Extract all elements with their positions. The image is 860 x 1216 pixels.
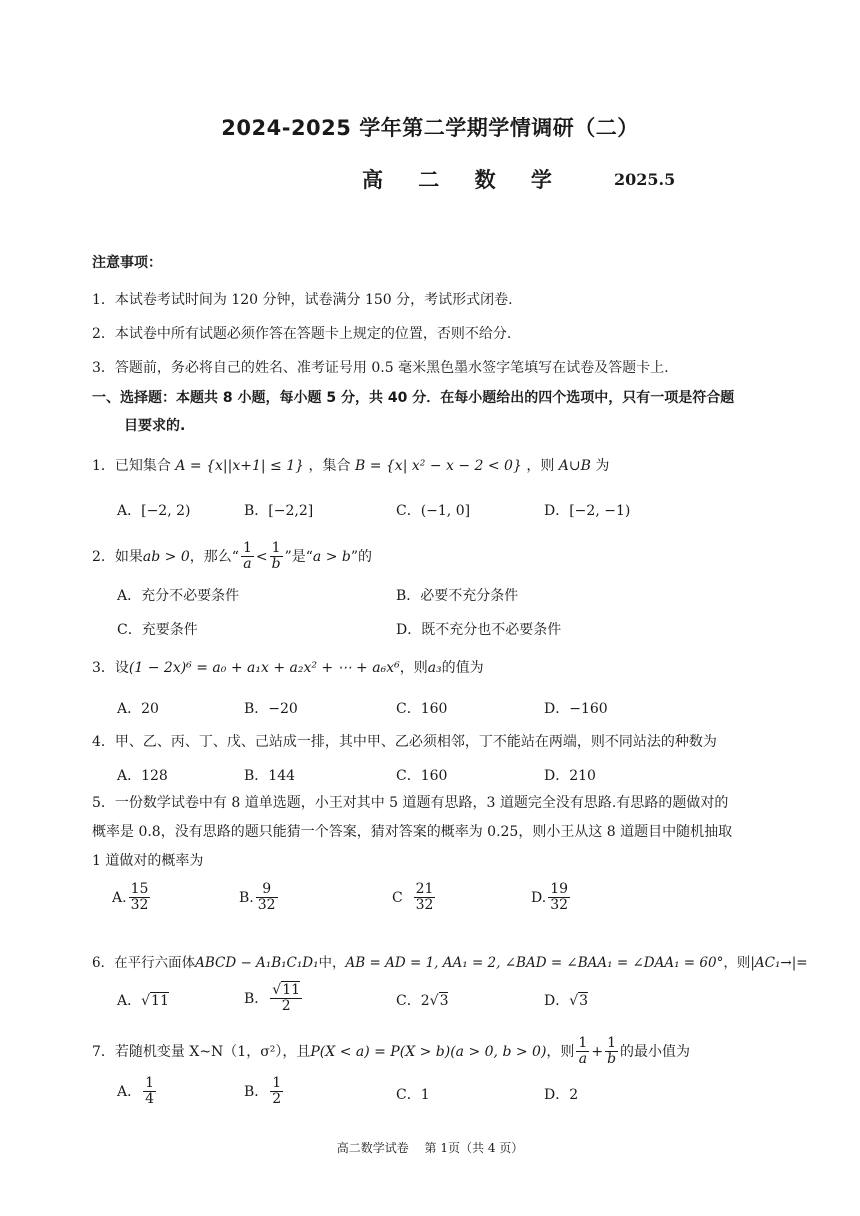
q2-option-b: B．必要不充分条件 (396, 588, 519, 604)
q7-text-1: 7．若随机变量 X~N（1，σ²），且 (92, 1043, 311, 1060)
q6-solid: ABCD − A₁B₁C₁D₁ (195, 955, 319, 971)
q3-option-d: D．−160 (544, 701, 608, 717)
q1-set-b: B = {x| x² − x − 2 < 0} (354, 458, 522, 474)
q5-option-c: C $\frac{21}{32}$ (392, 881, 434, 914)
q7-frac-2: $\frac{1}{b}$ (607, 1035, 617, 1068)
q2-option-a: A．充分不必要条件 (117, 588, 240, 604)
exam-date: 2025.5 (614, 170, 676, 189)
q7-option-d: D．2 (544, 1087, 579, 1103)
q1-expr: A∪B (558, 458, 591, 474)
q1-option-a: A．[−2, 2) (117, 503, 191, 519)
exam-subject: 高 二 数 学 (362, 168, 566, 192)
q3-option-c: C．160 (396, 701, 448, 717)
q1-option-c: C．(−1, 0] (396, 503, 471, 519)
section-heading (92, 384, 792, 440)
section-heading-line1: 一、选择题：本题共 8 小题，每小题 5 分，共 40 分．在每小题给出的四个选项中，只有一项是符合题 (92, 390, 735, 406)
q6-target: |AC₁→|= (750, 955, 808, 971)
page-footer: 高二数学试卷 第 1页（共 4 页） (336, 1141, 524, 1155)
q2-frac-1: $\frac{1}{a}$ (242, 540, 252, 573)
q2-cond2: a > b (312, 548, 351, 565)
q6-option-b: B． $\frac{√11}{2}$ (244, 982, 301, 1015)
q6-option-c: C．2√3 (396, 993, 449, 1009)
q1-text-1: 1．已知集合 (92, 458, 171, 474)
q2-text-2: ，那么“ (189, 548, 239, 565)
q7-text-3: 的最小值为 (620, 1043, 691, 1060)
q4-option-a: A．128 (117, 768, 168, 784)
q6-option-a: A．√11 (117, 993, 169, 1009)
q7-cond: P(X < a) = P(X > b)(a > 0, b > 0) (310, 1043, 547, 1060)
q6-option-d: D．√3 (544, 993, 589, 1009)
q1-set-a: A = {x||x+1| ≤ 1} (175, 458, 305, 474)
notice-item-2: 2．本试卷中所有试题必须作答在答题卡上规定的位置，否则不给分. (92, 326, 512, 342)
section-heading-line2: 目要求的. (124, 418, 186, 434)
q7-frac-1: $\frac{1}{a}$ (578, 1035, 588, 1068)
q1-option-b: B．[−2,2] (244, 503, 314, 519)
q6-text-3: ，则 (723, 955, 751, 971)
notice-item-3: 3．答题前，务必将自己的姓名、准考证号用 0.5 毫米黑色墨水签字笔填写在试卷及答题卡上. (92, 360, 669, 376)
question-2 (92, 541, 372, 573)
question-3 (92, 657, 484, 677)
q4-option-b: B．144 (244, 768, 296, 784)
q3-text-1: 3．设 (92, 660, 129, 676)
q2-text-4: ”的 (350, 548, 373, 565)
question-7 (92, 1036, 690, 1068)
question-4: 4．甲、乙、丙、丁、戊、己站成一排，其中甲、乙必须相邻，丁不能站在两端，则不同站法的种数为 (92, 734, 717, 750)
q2-text-1: 2．如果 (92, 548, 143, 565)
q2-lt: < (255, 548, 268, 565)
question-6 (92, 951, 808, 971)
question-5-line1: 5．一份数学试卷中有 8 道单选题，小王对其中 5 道题有思路，3 道题完全没有思路.有思路的题做对的 (92, 795, 729, 811)
q4-option-d: D．210 (544, 768, 596, 784)
q1-text-4: 为 (595, 458, 610, 474)
q7-option-b: B． $\frac{1}{2}$ (244, 1075, 282, 1108)
q6-text-2: 中， (318, 955, 346, 971)
q2-option-d: D．既不充分也不必要条件 (396, 622, 562, 638)
q5-option-d: D. $\frac{19}{32}$ (531, 881, 569, 914)
q3-target: a₃ (427, 660, 442, 676)
q2-frac-2: $\frac{1}{b}$ (271, 540, 281, 573)
q6-cond: AB = AD = 1, AA₁ = 2, ∠BAD = ∠BAA₁ = ∠DAA₁ = 60° (345, 955, 724, 971)
notice-label: 注意事项： (92, 255, 162, 271)
q6-text-1: 6．在平行六面体 (92, 955, 196, 971)
q7-option-c: C．1 (396, 1087, 430, 1103)
question-5-line3: 1 道做对的概率为 (92, 853, 204, 869)
q2-text-3: ”是“ (284, 548, 313, 565)
notice-item-1: 1．本试卷考试时间为 120 分钟，试卷满分 150 分，考试形式闭卷. (92, 292, 513, 308)
q3-text-3: 的值为 (441, 660, 484, 676)
q1-text-3: ，则 (526, 458, 555, 474)
q3-text-2: ，则 (399, 660, 428, 676)
q2-cond: ab > 0 (142, 548, 190, 565)
q7-text-2: ，则 (546, 1043, 575, 1060)
exam-title: 2024-2025 学年第二学期学情调研（二） (221, 116, 639, 140)
q1-text-2: ，集合 (308, 458, 351, 474)
q1-option-d: D．[−2, −1) (544, 503, 631, 519)
question-1 (92, 455, 609, 475)
q4-option-c: C．160 (396, 768, 448, 784)
q7-plus: + (591, 1043, 604, 1060)
q3-option-a: A．20 (117, 701, 159, 717)
q7-option-a: A． $\frac{1}{4}$ (117, 1075, 155, 1108)
q3-option-b: B．−20 (244, 701, 298, 717)
q5-option-b: B. $\frac{9}{32}$ (239, 881, 276, 914)
q3-expr: (1 − 2x)⁶ = a₀ + a₁x + a₂x² + ⋯ + a₆x⁶ (128, 660, 400, 676)
question-5-line2: 概率是 0.8，没有思路的题只能猜一个答案，猜对答案的概率为 0.25，则小王从这 8 道题目中随机抽取 (92, 824, 733, 840)
q2-option-c: C．充要条件 (117, 622, 198, 638)
q5-option-a: A. $\frac{15}{32}$ (112, 881, 149, 914)
